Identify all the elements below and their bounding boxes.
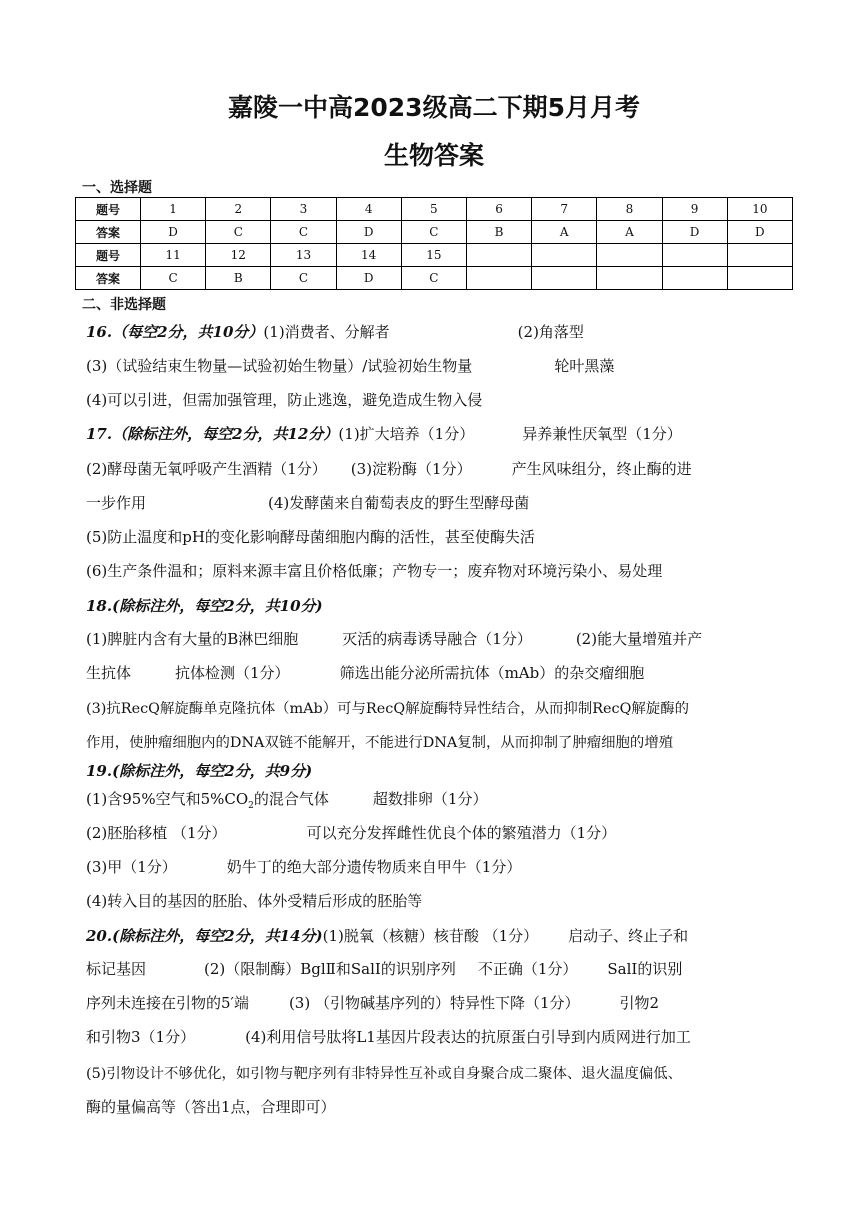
table-cell: 11 — [141, 244, 206, 267]
table-row — [76, 198, 793, 221]
table-cell — [532, 267, 597, 290]
table-cell: 题号 — [76, 198, 141, 221]
answer-text: 异养兼性厌氧型（1分） — [522, 425, 682, 443]
table-cell: 6 — [466, 198, 531, 221]
answer-text: (2)酵母菌无氧呼吸产生酒精（1分） — [86, 460, 327, 478]
q20-line-1 — [86, 925, 688, 946]
answer-text: 启动子、终止子和 — [568, 927, 689, 945]
table-cell — [662, 267, 727, 290]
table-cell: 答案 — [76, 267, 141, 290]
table-cell: D — [141, 221, 206, 244]
table-cell: D — [336, 267, 401, 290]
answer-text: (4)发酵菌来自葡萄表皮的野生型酵母菌 — [268, 494, 530, 512]
answer-text: 标记基因 — [86, 960, 147, 978]
answer-text: (3)（试验结束生物量—试验初始生物量）/试验初始生物量 — [86, 357, 473, 375]
section-nonchoice-heading: 二、非选择题 — [82, 297, 166, 313]
answer-table — [75, 197, 793, 290]
q19-line-4 — [86, 856, 521, 877]
answer-text: 灭活的病毒诱导融合（1分） — [342, 630, 532, 648]
table-cell: D — [336, 221, 401, 244]
table-cell: 15 — [401, 244, 466, 267]
table-cell: C — [401, 267, 466, 290]
q19-heading: 19.(除标注外，每空2分，共9分) — [86, 762, 313, 780]
table-cell: 2 — [206, 198, 271, 221]
table-cell: 9 — [662, 198, 727, 221]
answer-text: (1)扩大培养（1分） — [338, 425, 475, 443]
answer-text: (4)转入目的基因的胚胎、体外受精后形成的胚胎等 — [86, 892, 423, 910]
table-cell: 7 — [532, 198, 597, 221]
table-cell: C — [206, 221, 271, 244]
q16-line-2 — [86, 355, 614, 376]
q17-line-3 — [86, 492, 529, 513]
table-cell: 14 — [336, 244, 401, 267]
answer-text: (2)角落型 — [517, 323, 584, 341]
table-cell: B — [466, 221, 531, 244]
answer-text: 超数排卵（1分） — [372, 790, 488, 808]
answer-text: (3) （引物碱基序列的）特异性下降（1分） — [288, 994, 580, 1012]
answer-text: 生抗体 — [86, 664, 132, 682]
answer-text: 作用，使肿瘤细胞内的DNA双链不能解开，不能进行DNA复制，从而抑制了肿瘤细胞的增殖 — [86, 735, 674, 751]
table-cell: 10 — [727, 198, 792, 221]
q18-line-2 — [86, 628, 702, 649]
table-row — [76, 221, 793, 244]
table-cell: B — [206, 267, 271, 290]
table-cell — [466, 244, 531, 267]
table-cell: 4 — [336, 198, 401, 221]
answer-text: (3)甲（1分） — [86, 858, 177, 876]
answer-text: 一步作用 — [86, 494, 147, 512]
answer-text: 的混合气体 — [253, 790, 329, 808]
answer-text: (1)消费者、分解者 — [263, 323, 390, 341]
answer-text: (2)胚胎移植 （1分） — [86, 824, 227, 842]
table-cell — [727, 267, 792, 290]
answer-text: 酶的量偏高等（答出1点，合理即可） — [86, 1098, 336, 1116]
table-cell: C — [271, 221, 336, 244]
answer-text: SalI的识别 — [607, 960, 683, 978]
table-row — [76, 267, 793, 290]
q16-heading: 16.（每空2分，共10分） — [86, 323, 264, 341]
table-cell: 13 — [271, 244, 336, 267]
q20-line-3 — [86, 992, 659, 1013]
table-cell — [727, 244, 792, 267]
answer-text: (5)防止温度和pH的变化影响酵母菌细胞内酶的活性，甚至使酶失活 — [86, 528, 535, 546]
table-cell: C — [271, 267, 336, 290]
table-cell: 5 — [401, 198, 466, 221]
answer-text: (2)（限制酶）BglⅡ和SalI的识别序列 — [204, 960, 456, 978]
q18-line-3 — [86, 662, 644, 683]
table-cell: 8 — [597, 198, 662, 221]
answer-text: (2)能大量增殖并产 — [575, 630, 703, 648]
table-cell — [466, 267, 531, 290]
q20-line-2 — [86, 958, 682, 979]
q18-line-1 — [86, 595, 323, 616]
table-cell: 1 — [141, 198, 206, 221]
table-cell: A — [532, 221, 597, 244]
table-cell: 12 — [206, 244, 271, 267]
q17-line-2 — [86, 458, 692, 479]
q17-heading: 17.（除标注外，每空2分，共12分） — [86, 425, 339, 443]
table-cell — [532, 244, 597, 267]
q19-line-2 — [86, 788, 487, 811]
table-cell: 答案 — [76, 221, 141, 244]
q20-heading: 20.(除标注外，每空2分，共14分) — [86, 927, 323, 945]
table-cell: C — [401, 221, 466, 244]
answer-text: 不正确（1分） — [477, 960, 578, 978]
page-title: 嘉陵一中高2023级高二下期5月月考 — [228, 93, 640, 122]
answer-text: 和引物3（1分） — [86, 1028, 196, 1046]
table-cell: 3 — [271, 198, 336, 221]
answer-text: (1)含95%空气和5%CO — [86, 790, 249, 808]
answer-text: (6)生产条件温和；原料来源丰富且价格低廉；产物专一；废弃物对环境污染小、易处理 — [86, 562, 663, 580]
table-row — [76, 244, 793, 267]
answer-text: 序列未连接在引物的5′端 — [86, 994, 249, 1012]
q18-heading: 18.(除标注外，每空2分，共10分) — [86, 597, 323, 615]
table-cell: A — [597, 221, 662, 244]
answer-text: 产生风味组分，终止酶的进 — [511, 460, 692, 478]
table-cell: 题号 — [76, 244, 141, 267]
table-cell: D — [662, 221, 727, 244]
q16-line-1 — [86, 321, 584, 342]
table-cell — [597, 267, 662, 290]
table-cell: D — [727, 221, 792, 244]
answer-text: 奶牛丁的绝大部分遗传物质来自甲牛（1分） — [226, 858, 522, 876]
answer-text: (4)可以引进，但需加强管理，防止逃逸，避免造成生物入侵 — [86, 391, 483, 409]
answer-text: 引物2 — [619, 994, 660, 1012]
answer-text: (1)脱氧（核糖）核苷酸 （1分） — [322, 927, 539, 945]
page-subtitle: 生物答案 — [383, 141, 484, 170]
answer-text: (1)脾脏内含有大量的B淋巴细胞 — [86, 630, 299, 648]
answer-text: 可以充分发挥雌性优良个体的繁殖潜力（1分） — [306, 824, 617, 842]
answer-text: 抗体检测（1分） — [175, 664, 290, 682]
table-cell — [662, 244, 727, 267]
answer-text: 轮叶黑藻 — [554, 357, 615, 375]
q19-line-1 — [86, 760, 312, 781]
q20-line-4 — [86, 1026, 691, 1047]
q19-line-3 — [86, 822, 616, 843]
section-choice-heading: 一、选择题 — [82, 180, 152, 196]
subscript-text: 2 — [248, 801, 254, 811]
q17-line-1 — [86, 423, 682, 444]
answer-text: (5)引物设计不够优化，如引物与靶序列有非特异性互补或自身聚合成二聚体、退火温度偏低、 — [86, 1066, 683, 1082]
table-cell: C — [141, 267, 206, 290]
answer-text: (3)抗RecQ解旋酶单克隆抗体（mAb）可与RecQ解旋酶特异性结合，从而抑制RecQ解旋酶的 — [86, 701, 689, 717]
answer-text: (4)利用信号肽将L1基因片段表达的抗原蛋白引导到内质网进行加工 — [245, 1028, 691, 1046]
answer-text: 筛选出能分泌所需抗体（mAb）的杂交瘤细胞 — [339, 664, 645, 682]
answer-text: (3)淀粉酶（1分） — [350, 460, 472, 478]
table-cell — [597, 244, 662, 267]
